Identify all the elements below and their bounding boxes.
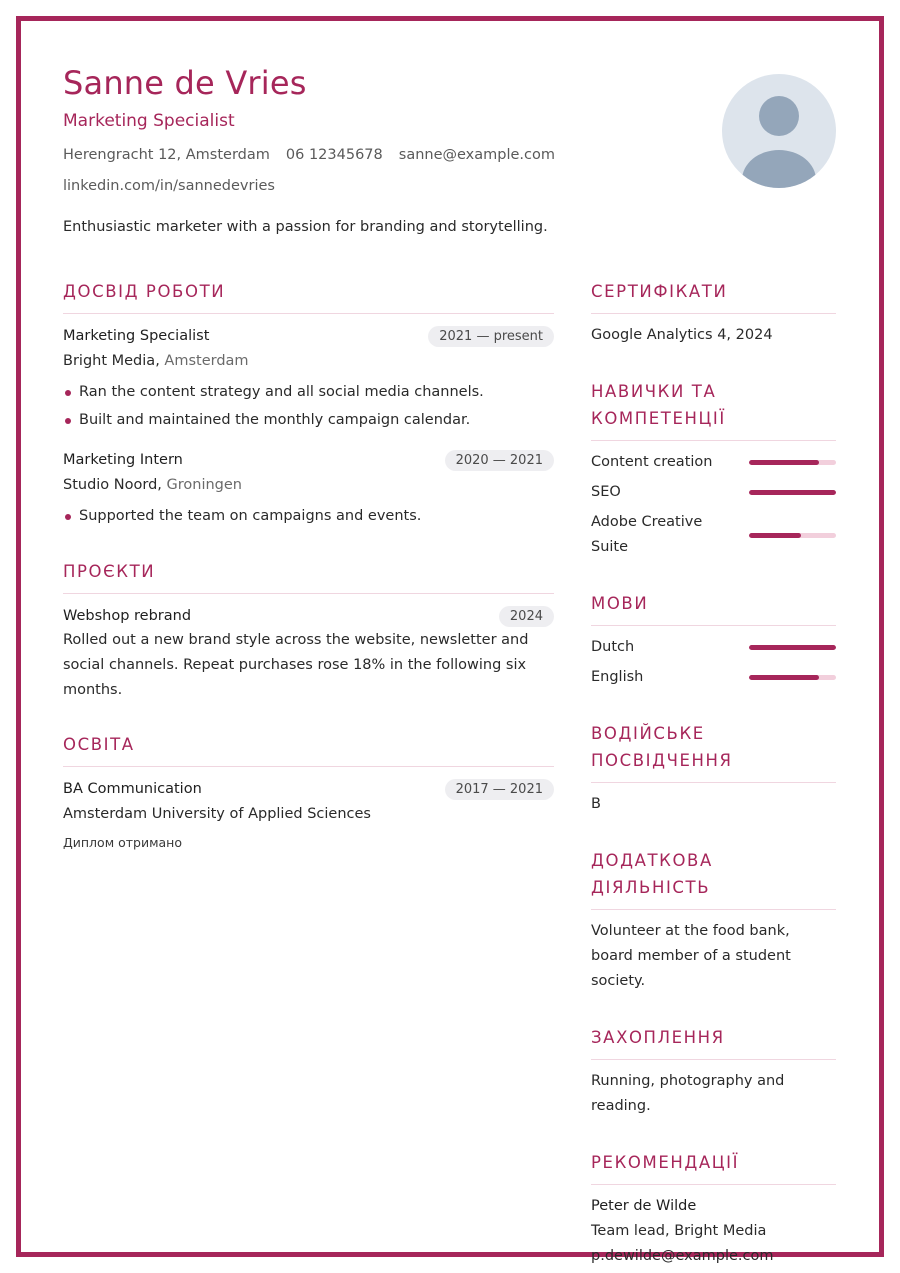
skill-label: SEO <box>591 484 621 500</box>
right-column <box>591 278 836 1273</box>
reference-position: Team lead, Bright Media <box>591 1223 767 1239</box>
language-level-bar <box>749 675 836 680</box>
duty-list <box>63 502 554 530</box>
employer-name: Bright Media <box>63 353 156 369</box>
language-level-fill <box>749 675 819 680</box>
hobbies-text: Running, photography and reading. <box>591 1073 785 1114</box>
duty-item: Ran the content strategy and all social media channels. <box>63 378 554 406</box>
section-title-education: ОСВІТА <box>63 731 554 767</box>
language-level-bar <box>749 645 836 650</box>
duty-item: Supported the team on campaigns and events. <box>63 502 554 530</box>
candidate-role: Marketing Specialist <box>63 111 235 131</box>
contact-email[interactable]: sanne@example.com <box>398 147 555 163</box>
period-badge: 2017 — 2021 <box>445 779 554 800</box>
section-title-activities: ДОДАТКОВА ДІЯЛЬНІСТЬ <box>591 847 836 910</box>
employer-city: Groningen <box>166 477 242 493</box>
reference-name: Peter de Wilde <box>591 1198 697 1214</box>
project-description: Rolled out a new brand style across the website, newsletter and social channels. Repeat purchases rose 18% in the following six months. <box>63 632 529 698</box>
section-title-skills: НАВИЧКИ ТА КОМПЕТЕНЦІЇ <box>591 378 836 441</box>
duty-list <box>63 378 554 434</box>
references-section <box>591 1149 836 1269</box>
school-name: Amsterdam University of Applied Sciences <box>63 806 371 822</box>
skill-level-bar <box>749 533 836 538</box>
language-level-fill <box>749 645 836 650</box>
period-badge: 2024 <box>499 606 554 627</box>
skill-row <box>591 480 836 505</box>
license-section <box>591 720 836 817</box>
certificates-text: Google Analytics 4, 2024 <box>591 327 773 343</box>
skill-row <box>591 450 836 475</box>
hobbies-section <box>591 1024 836 1119</box>
contact-line <box>63 147 555 163</box>
period-badge: 2020 — 2021 <box>445 450 554 471</box>
license-text: B <box>591 796 601 812</box>
avatar-placeholder <box>722 74 836 188</box>
period-badge: 2021 — present <box>428 326 554 347</box>
avatar-head-shape <box>759 96 799 136</box>
experience-entry <box>63 324 554 434</box>
section-title-license: ВОДІЙСЬКЕ ПОСВІДЧЕННЯ <box>591 720 836 783</box>
avatar-body-shape <box>742 150 816 188</box>
skill-level-bar <box>749 490 836 495</box>
job-title: Marketing Intern <box>63 452 183 468</box>
employer-name: Studio Noord <box>63 477 158 493</box>
certificates-section <box>591 278 836 348</box>
left-column <box>63 278 554 878</box>
skill-level-fill <box>749 460 819 465</box>
section-title-hobbies: ЗАХОПЛЕННЯ <box>591 1024 836 1060</box>
skill-row <box>591 510 836 560</box>
language-label: English <box>591 669 644 685</box>
degree-title: BA Communication <box>63 781 202 797</box>
skill-label: Content creation <box>591 454 713 470</box>
candidate-name: Sanne de Vries <box>63 64 307 102</box>
section-title-certificates: СЕРТИФІКАТИ <box>591 278 836 314</box>
language-row <box>591 635 836 660</box>
education-section <box>63 731 554 850</box>
skill-label: Adobe Creative Suite <box>591 514 703 555</box>
skill-level-fill <box>749 533 801 538</box>
contact-linkedin[interactable]: linkedin.com/in/sannedevries <box>63 178 275 194</box>
section-title-languages: МОВИ <box>591 590 836 626</box>
activities-section <box>591 847 836 994</box>
reference-email[interactable]: p.dewilde@example.com <box>591 1248 774 1264</box>
language-row <box>591 665 836 690</box>
projects-section <box>63 558 554 703</box>
employer: Bright Media, Amsterdam <box>63 353 249 369</box>
education-entry <box>63 777 554 850</box>
activities-text: Volunteer at the food bank, board member of a student society. <box>591 923 791 989</box>
section-title-experience: ДОСВІД РОБОТИ <box>63 278 554 314</box>
experience-section <box>63 278 554 530</box>
skill-level-fill <box>749 490 836 495</box>
skills-section <box>591 378 836 560</box>
contact-address: Herengracht 12, Amsterdam <box>63 147 270 163</box>
employer-city: Amsterdam <box>164 353 249 369</box>
project-entry <box>63 604 554 703</box>
contact-phone: 06 12345678 <box>285 147 383 163</box>
experience-entry <box>63 448 554 530</box>
skill-level-bar <box>749 460 836 465</box>
duty-item: Built and maintained the monthly campaign calendar. <box>63 406 554 434</box>
languages-section <box>591 590 836 690</box>
section-title-projects: ПРОЄКТИ <box>63 558 554 594</box>
project-title: Webshop rebrand <box>63 608 192 624</box>
language-label: Dutch <box>591 639 635 655</box>
job-title: Marketing Specialist <box>63 328 210 344</box>
degree-note: Диплом отримано <box>63 835 183 850</box>
employer: Studio Noord, Groningen <box>63 477 242 493</box>
profile-summary: Enthusiastic marketer with a passion for branding and storytelling. <box>63 219 548 235</box>
section-title-references: РЕКОМЕНДАЦІЇ <box>591 1149 836 1185</box>
